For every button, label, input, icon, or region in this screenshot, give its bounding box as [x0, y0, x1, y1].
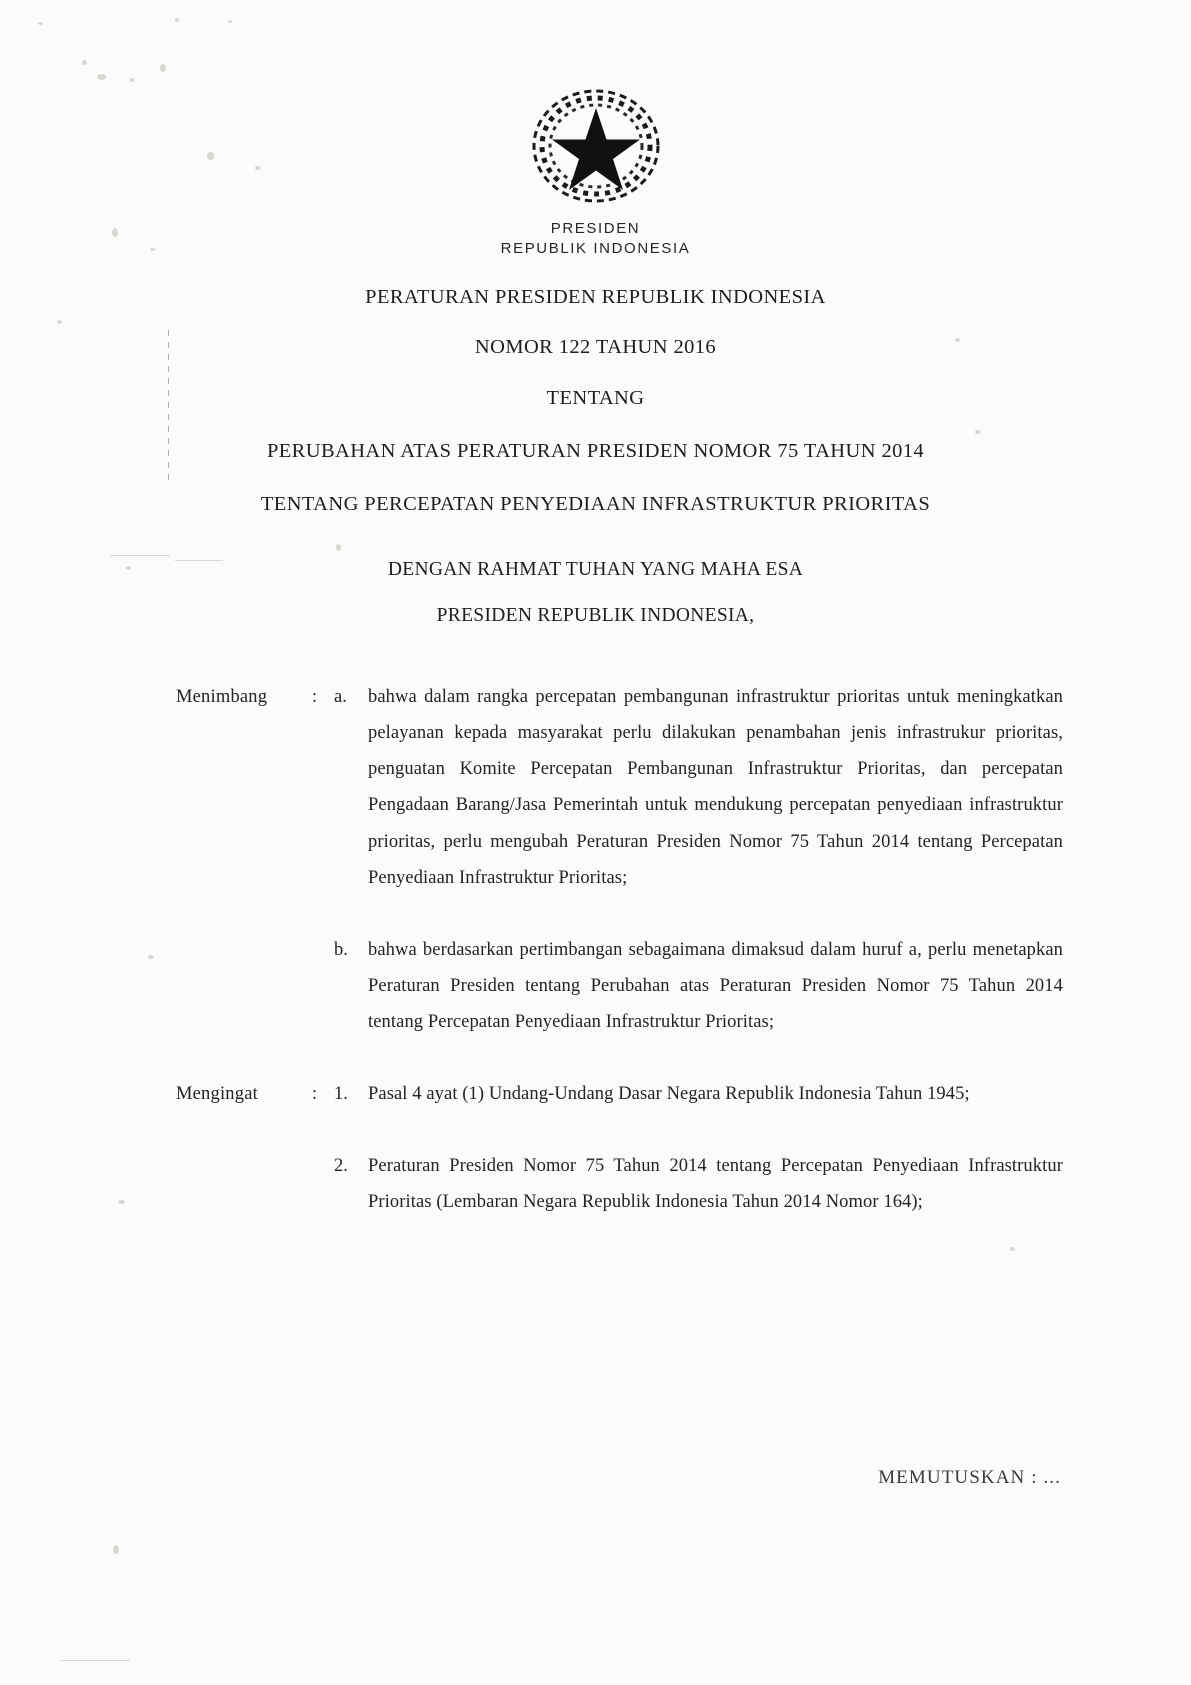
title-line-tentang: TENTANG [546, 387, 645, 409]
scan-speck [1010, 1247, 1015, 1251]
remembering-item-marker: 2. [334, 1155, 348, 1176]
title-line-regulation: PERATURAN PRESIDEN REPUBLIK INDONESIA [365, 285, 826, 308]
considering-section [176, 679, 1063, 895]
title-line-subject-2: TENTANG PERCEPATAN PENYEDIAAN INFRASTRUKTUR PRIORITAS [260, 492, 931, 515]
emblem-caption [0, 219, 1191, 260]
considering-item-text: bahwa dalam rangka percepatan pembangunan infrastruktur prioritas untuk meningkatkan pelayanan kepada masyarakat perlu dilakukan penambahan jenis infrastrukur prioritas, penguatan Komite Percepatan Pembangunan Infrastruktur Prioritas, dan percepatan Pengadaan Barang/Jasa Pemerintah untuk mendukung percepatan penyediaan infrastruktur prioritas, perlu mengubah Peraturan Presiden Nomor 75 Tahun 2014 tentang Percepatan Penyediaan Infrastruktur Prioritas; [368, 687, 1063, 888]
invocation-block [0, 559, 1191, 627]
remembering-item-marker: 1. [334, 1083, 348, 1104]
remembering-section [176, 1076, 1063, 1112]
garuda-star-emblem-icon [521, 78, 671, 213]
invocation-line-1: DENGAN RAHMAT TUHAN YANG MAHA ESA [387, 559, 804, 581]
considering-item-text: bahwa berdasarkan pertimbangan sebagaimana dimaksud dalam huruf a, perlu menetapkan Peraturan Presiden tentang Perubahan atas Peraturan Presiden Nomor 75 Tahun 2014 tentang Percepatan Penyediaan Infrastruktur Prioritas; [368, 939, 1063, 1032]
remembering-item-2 [176, 1148, 1063, 1220]
considering-item-marker: b. [334, 939, 348, 960]
emblem-caption-line-1: PRESIDEN [550, 220, 641, 237]
title-line-number: NOMOR 122 TAHUN 2016 [474, 336, 717, 359]
page-catchword: MEMUTUSKAN : ... [878, 1467, 1061, 1488]
considering-item-b [176, 932, 1063, 1040]
document-title-block [0, 282, 1191, 520]
emblem-caption-line-2: REPUBLIK INDONESIA [500, 240, 691, 258]
remembering-item-text: Peraturan Presiden Nomor 75 Tahun 2014 tentang Percepatan Penyediaan Infrastruktur Prioritas (Lembaran Negara Republik Indonesia Tahun 2014 Nomor 164); [368, 1155, 1063, 1212]
scan-artifact-line [60, 1660, 130, 1661]
document-body [0, 679, 1191, 1220]
considering-item-marker: a. [334, 687, 347, 708]
remembering-colon: : [312, 1083, 318, 1104]
remembering-label: Mengingat [176, 1083, 258, 1104]
considering-colon: : [312, 687, 318, 708]
title-line-subject-1: PERUBAHAN ATAS PERATURAN PRESIDEN NOMOR 75 TAHUN 2014 [266, 439, 925, 462]
considering-label: Menimbang [176, 687, 268, 708]
scan-speck [113, 1545, 119, 1554]
remembering-item-text: Pasal 4 ayat (1) Undang-Undang Dasar Negara Republik Indonesia Tahun 1945; [368, 1083, 970, 1104]
invocation-line-2: PRESIDEN REPUBLIK INDONESIA, [436, 605, 755, 627]
